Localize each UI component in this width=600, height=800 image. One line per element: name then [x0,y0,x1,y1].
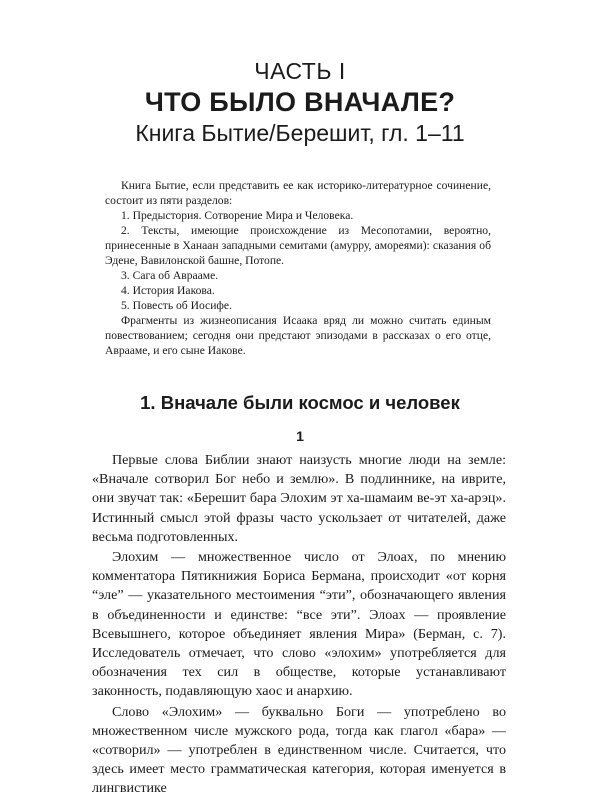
intro-paragraph: Фрагменты из жизнеописания Исаака вряд ли можно считать единым повествованием; сегодня они предстают эпизодами в рассказах о его отце, Аврааме, и его сыне Иакове. [105,314,491,357]
section-heading: 1. Вначале были космос и человек [140,392,460,413]
part-label: ЧАСТЬ I [254,58,346,84]
chapter-title: ЧТО БЫЛО ВНАЧАЛЕ? [144,87,456,117]
body-text [92,451,506,800]
intro-list-item: 2. Тексты, имеющие происхождение из Месопотамии, вероятно, принесенные в Ханаан западными семитами (амурру, амореями): сказания об Эдене, Вавилонской башне, Потопе. [105,224,491,267]
intro-list-item: 5. Повесть об Иосифе. [121,299,232,312]
intro-list-item: 4. История Иакова. [121,284,215,297]
intro-list-item: 1. Предыстория. Сотворение Мира и Человека. [121,209,354,222]
chapter-subtitle: Книга Бытие/Берешит, гл. 1–11 [135,120,465,146]
body-paragraph: Первые слова Библии знают наизусть многие люди на земле: «Вначале сотворил Бог небо и землю». В подлиннике, на иврите, они звучат так: «Берешит бара Элохим эт ха-шамаим ве-эт ха-арэц». Истинный смысл этой фразы часто ускользает от читателей, даже весьма подготовленных. [92,452,506,545]
intro-block [105,178,491,358]
intro-list-item: 3. Сага об Аврааме. [121,269,219,282]
body-paragraph: Слово «Элохим» — буквально Боги — употреблено во множественном числе мужского рода, тогда как глагол «бара» — «сотворил» — употреблен в единственном числе. Считается, что здесь имеет место грамматическая категория, которая именуется в лингвистике [92,703,506,797]
body-paragraph: Элохим — множественное число от Элоах, по мнению комментатора Пятикнижия Бориса Бермана, происходит «от корня “эле” — указательного местоимения “эти”, обозначающего явления в объединенности и единстве: “все эти”. Элоах — проявление Всевышнего, которое объединяет явления Мира» (Берман, с. 7). Исследователь отмечает, что слово «элохим» употребляется для обозначения тех сил в обществе, которые устанавливают законность, подавляющую хаос и анархию. [92,549,506,700]
intro-paragraph: Книга Бытие, если представить ее как историко-литературное сочинение, состоит из пяти разделов: [105,179,491,207]
subsection-number: 1 [296,428,304,444]
